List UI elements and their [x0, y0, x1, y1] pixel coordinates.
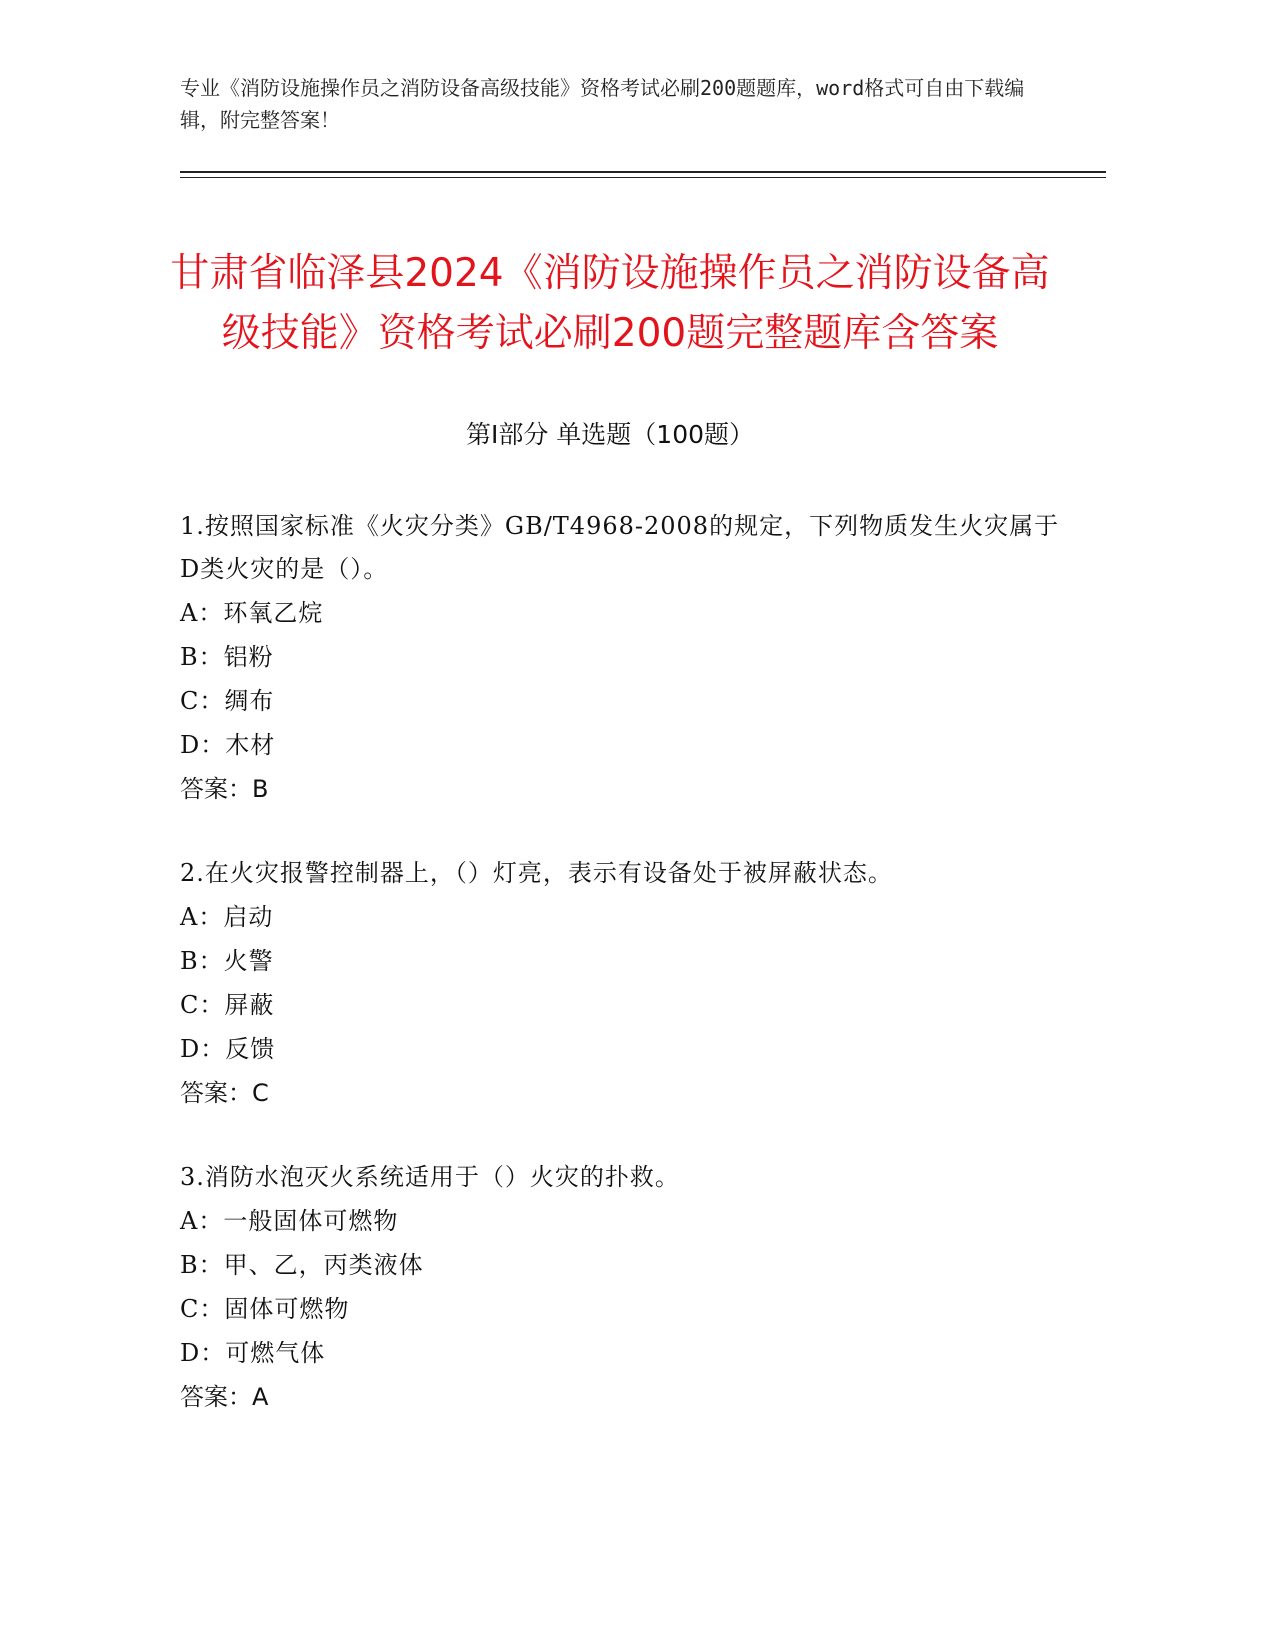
- question-list: [180, 505, 1060, 1460]
- option-c: C：屏蔽: [180, 991, 275, 1019]
- option-a: A：一般固体可燃物: [180, 1207, 399, 1235]
- option-b: B：甲、乙，丙类液体: [180, 1251, 424, 1279]
- answer: 答案：C: [180, 1079, 269, 1107]
- header-rule-thin: [180, 177, 1106, 178]
- answer: 答案：B: [180, 775, 269, 803]
- document-title: 甘肃省临泽县2024《消防设施操作员之消防设备高级技能》资格考试必刷200题完整题库含答案: [170, 251, 1050, 357]
- option-c: C：固体可燃物: [180, 1295, 350, 1323]
- question-stem: 2.在火灾报警控制器上，（）灯亮，表示有设备处于被屏蔽状态。: [180, 859, 893, 887]
- question-3: [180, 1156, 1060, 1419]
- section-heading: 第Ⅰ部分 单选题（100题）: [465, 420, 755, 449]
- header-rule-thick: [180, 171, 1106, 173]
- question-stem: 1.按照国家标准《火灾分类》GB/T4968-2008的规定，下列物质发生火灾属于D类火灾的是（）。: [180, 512, 1060, 583]
- question-stem: 3.消防水泡灭火系统适用于（）火灾的扑救。: [180, 1163, 680, 1191]
- answer: 答案：A: [180, 1383, 269, 1411]
- option-d: D：可燃气体: [180, 1339, 326, 1367]
- option-a: A：启动: [180, 903, 274, 931]
- option-d: D：反馈: [180, 1035, 276, 1063]
- question-2: [180, 852, 1060, 1115]
- header-note: 专业《消防设施操作员之消防设备高级技能》资格考试必刷200题题库，word格式可自由下载编辑，附完整答案！: [180, 76, 1025, 132]
- option-c: C：绸布: [180, 687, 275, 715]
- option-a: A：环氧乙烷: [180, 599, 324, 627]
- option-b: B：火警: [180, 947, 274, 975]
- option-d: D：木材: [180, 731, 276, 759]
- question-1: [180, 505, 1060, 811]
- option-b: B：铝粉: [180, 643, 274, 671]
